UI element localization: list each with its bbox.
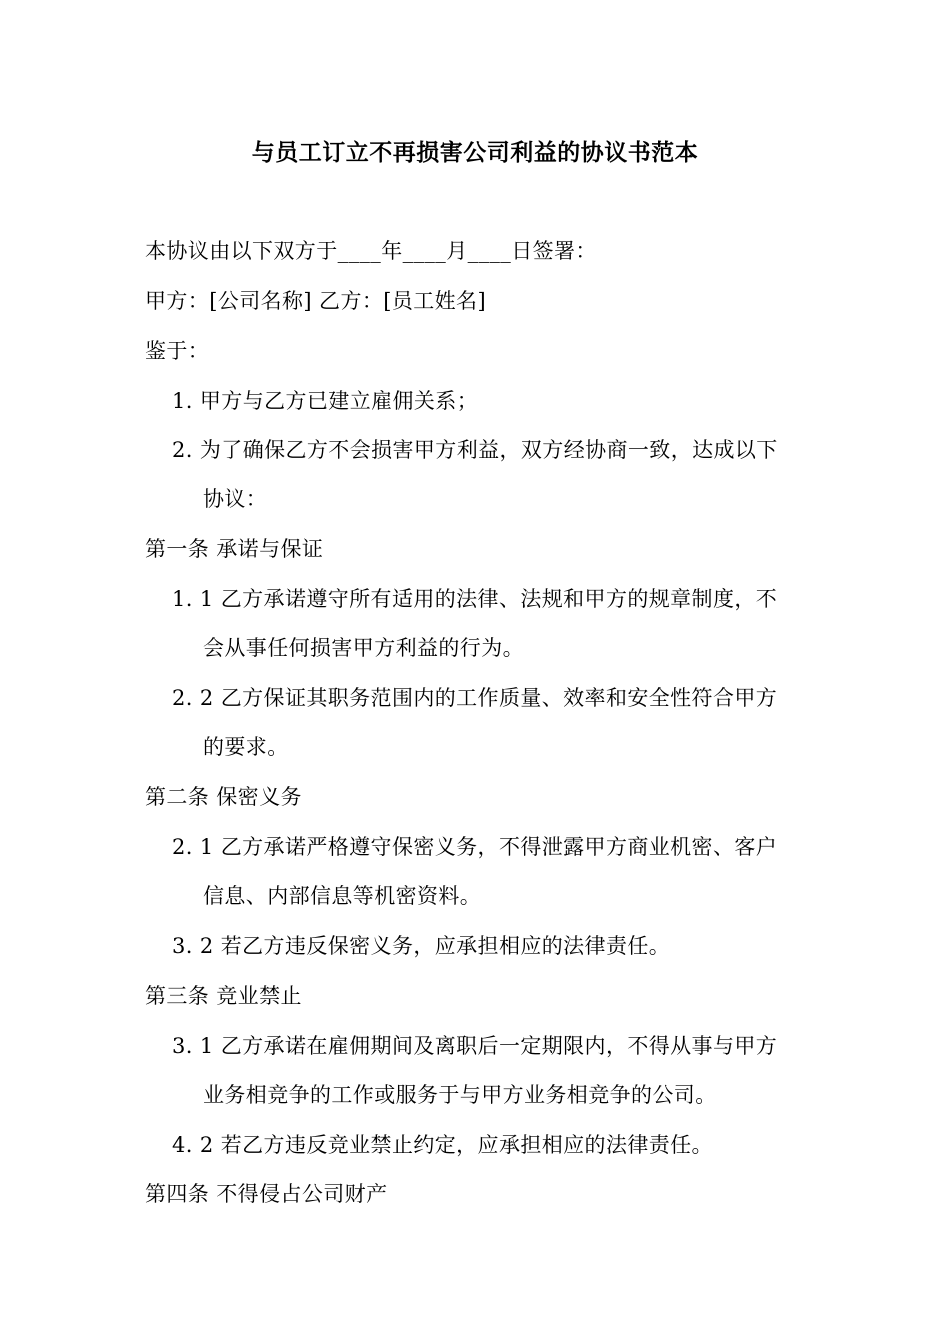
whereas-item-1: 1. 甲方与乙方已建立雇佣关系； <box>172 389 479 413</box>
whereas-item-2-line2: 协议： <box>203 487 268 511</box>
article-2-clause-2: 3. 2 若乙方违反保密义务，应承担相应的法律责任。 <box>172 934 671 958</box>
article-3-clause-2: 4. 2 若乙方违反竞业禁止约定，应承担相应的法律责任。 <box>172 1133 713 1157</box>
article-2-clause-1-line2: 信息、内部信息等机密资料。 <box>203 884 482 908</box>
article-1-heading: 第一条 承诺与保证 <box>145 537 324 561</box>
article-3-heading: 第三条 竞业禁止 <box>145 984 302 1008</box>
article-3-clause-1-line2: 业务相竞争的工作或服务于与甲方业务相竞争的公司。 <box>203 1083 717 1107</box>
parties-line: 甲方：[公司名称] 乙方：[员工姓名] <box>145 289 487 313</box>
article-4-heading: 第四条 不得侵占公司财产 <box>145 1182 388 1206</box>
article-2-clause-1-line1: 2. 1 乙方承诺严格遵守保密义务，不得泄露甲方商业机密、客户 <box>172 835 778 859</box>
article-1-clause-1-line1: 1. 1 乙方承诺遵守所有适用的法律、法规和甲方的规章制度，不 <box>172 587 778 611</box>
intro-line: 本协议由以下双方于____年____月____日签署： <box>145 239 597 263</box>
article-2-heading: 第二条 保密义务 <box>145 785 302 809</box>
article-1-clause-1-line2: 会从事任何损害甲方利益的行为。 <box>203 636 524 660</box>
whereas-heading: 鉴于： <box>145 339 210 363</box>
article-3-clause-1-line1: 3. 1 乙方承诺在雇佣期间及离职后一定期限内，不得从事与甲方 <box>172 1034 778 1058</box>
document-title: 与员工订立不再损害公司利益的协议书范本 <box>251 139 699 166</box>
article-1-clause-2-line2: 的要求。 <box>203 735 289 759</box>
article-1-clause-2-line1: 2. 2 乙方保证其职务范围内的工作质量、效率和安全性符合甲方 <box>172 686 778 710</box>
whereas-item-2-line1: 2. 为了确保乙方不会损害甲方利益，双方经协商一致，达成以下 <box>172 438 778 462</box>
